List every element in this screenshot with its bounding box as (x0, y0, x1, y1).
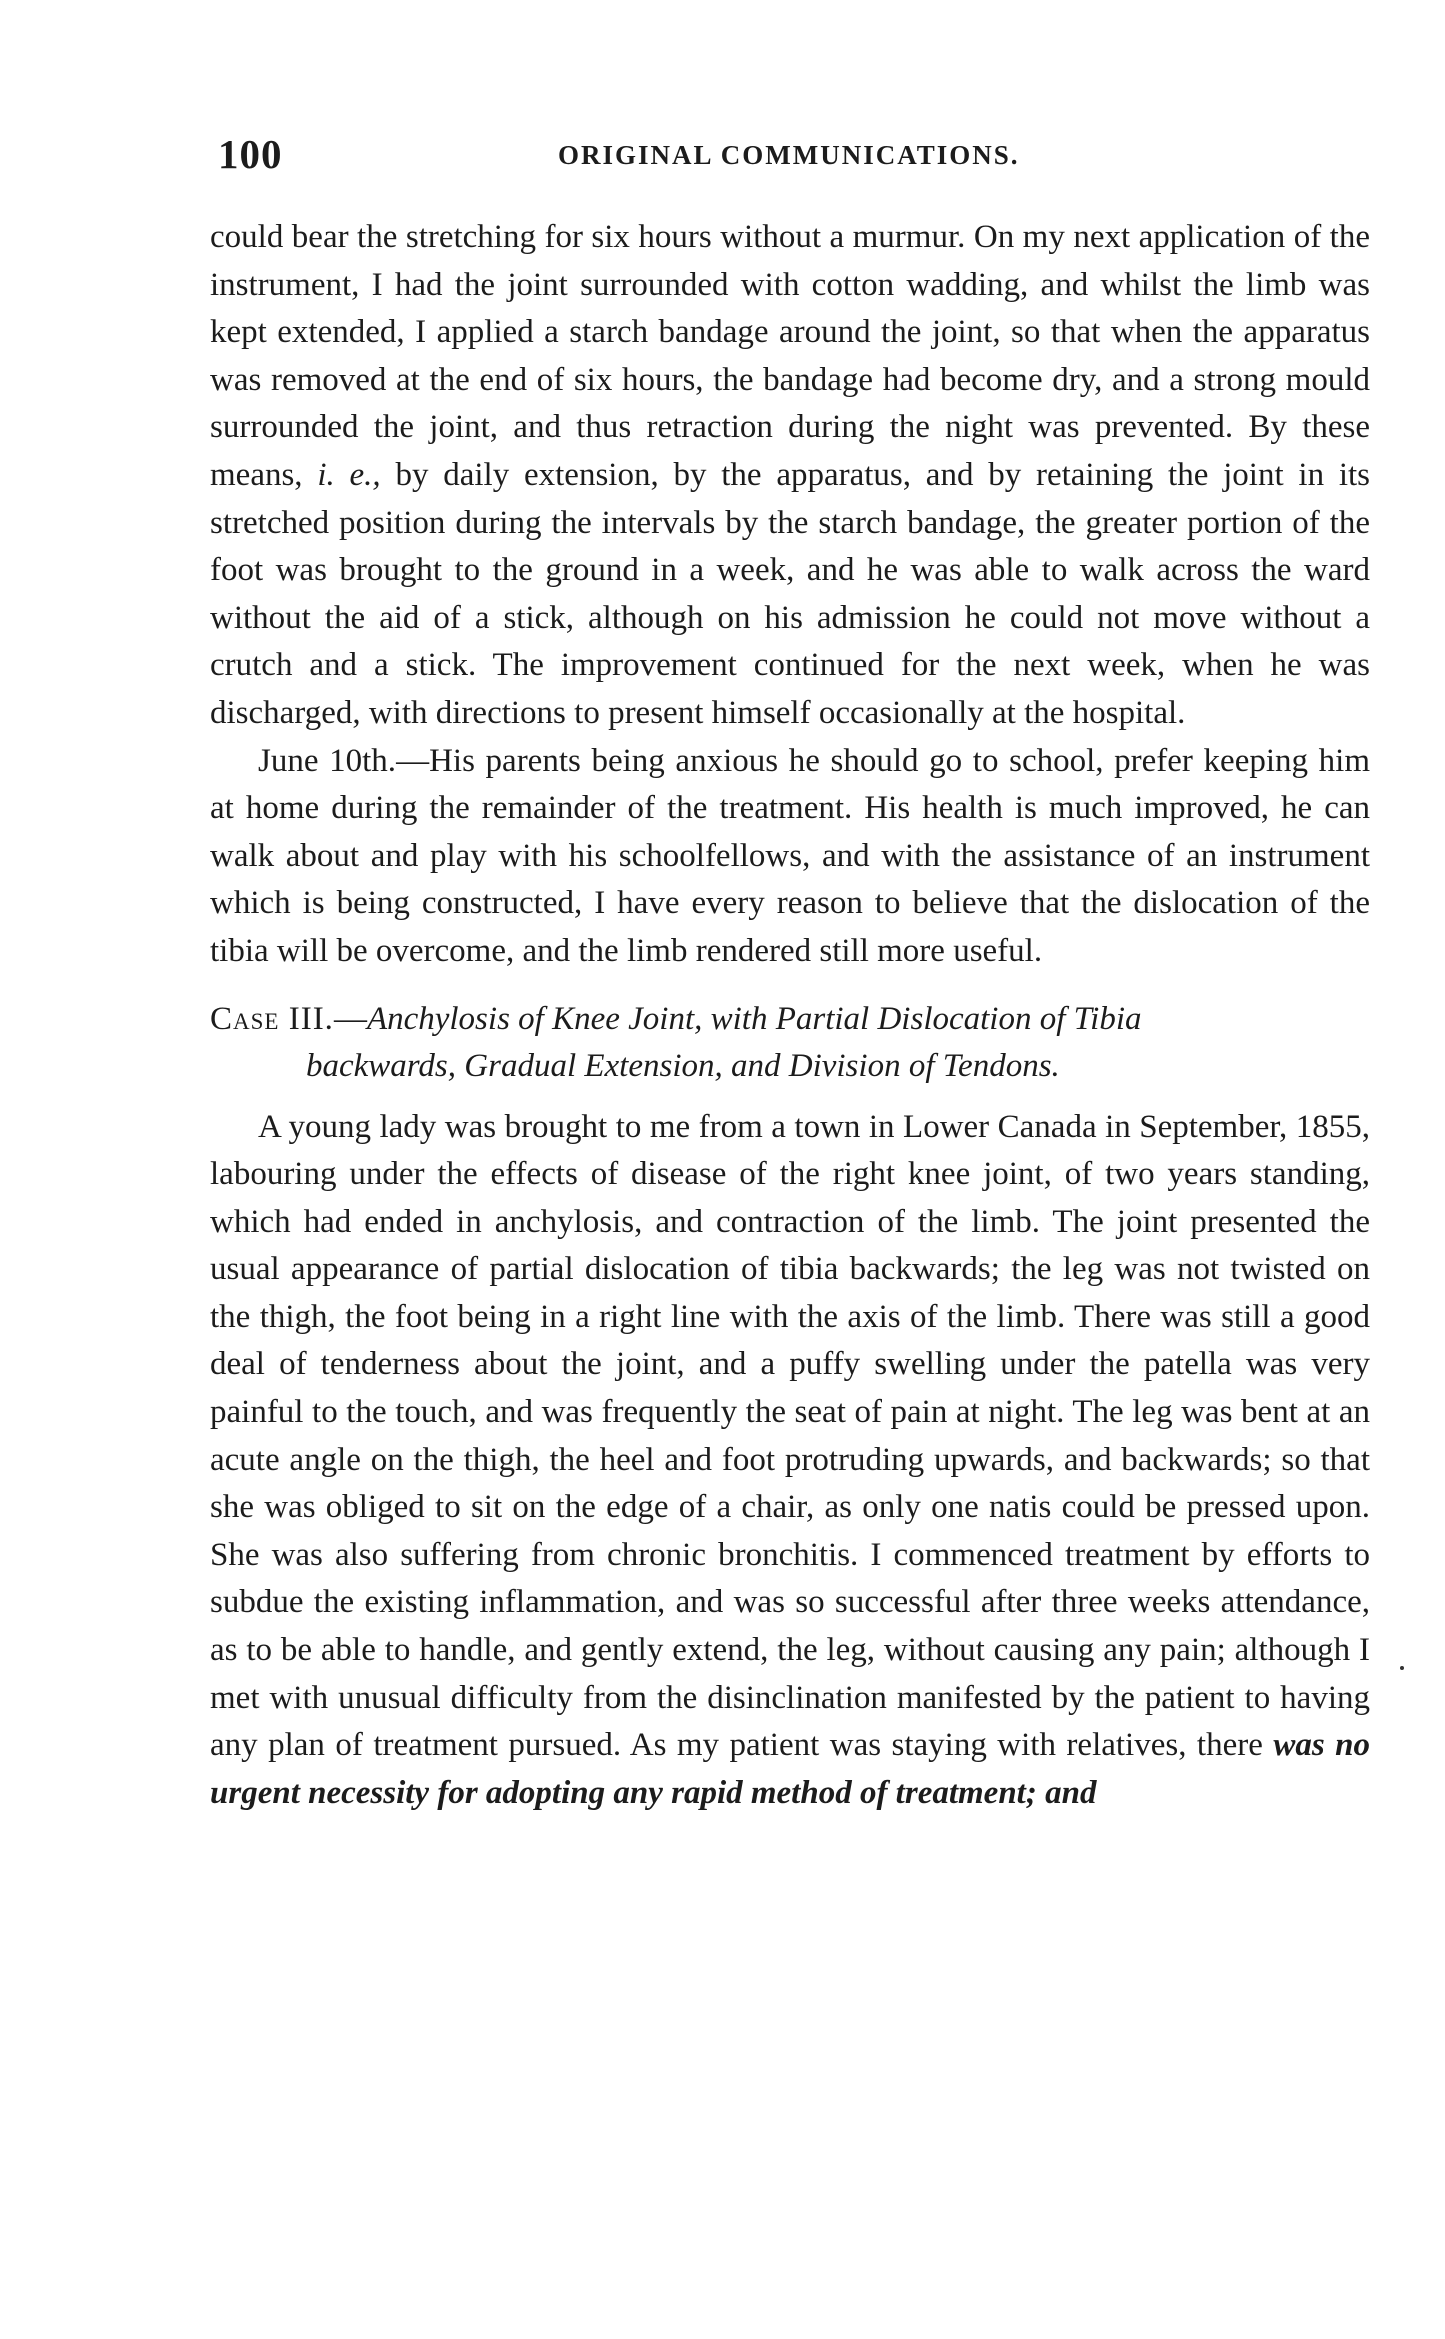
paragraph-text: by daily extension, by the apparatus, and by retaining the joint in its stretched position during the intervals by the starch bandage, the greater portion of the foot was brought to the ground in a week, and he was able to walk across the ward without the aid of a stick, although on his admission he could not move without a crutch and a stick. The improvement continued for the next week, when he was discharged, with directions to present himself occasionally at the hospital. (210, 456, 1371, 731)
case-title-part-2: backwards, Gradual Extension, and Division of Tendons. (306, 1047, 1060, 1084)
page-number: 100 (218, 131, 283, 177)
paragraph-continuation (210, 214, 1370, 738)
case-title-part-1: Anchylosis of Knee Joint, with Partial Dislocation of Tibia (366, 1000, 1142, 1037)
paragraph-text: A young lady was brought to me from a town in Lower Canada in September, 1855, labouring under the effects of disease of the right knee joint, of two years standing, which had ended in anchylosis, and contraction of the limb. The joint presented the usual appearance of partial dislocation of tibia backwards; the leg was not twisted on the thigh, the foot being in a right line with the axis of the limb. There was still a good deal of tenderness about the joint, and a puffy swelling under the patella was very painful to the touch, and was frequently the seat of pain at night. The leg was bent at an acute angle on the thigh, the heel and foot protruding upwards, and backwards; so that she was obliged to sit on the edge of a chair, as only one natis could be pressed upon. She was also suffering from chronic bronchitis. I commenced treatment by efforts to subdue the existing inflammation, and was so successful after three weeks attendance, as to be able to handle, and gently extend, the leg, without causing any pain; although I met with unusual difficulty from the disinclination manifested by the patient to having any plan of treatment pursued. As my patient was staying with relatives, there (210, 1108, 1370, 1764)
entry-date: June 10th. (258, 742, 397, 779)
book-page (210, 130, 1370, 1817)
page-body (210, 214, 1370, 1817)
running-title: ORIGINAL COMMUNICATIONS. (558, 140, 1020, 170)
running-head (210, 130, 1370, 186)
case-heading (210, 996, 1370, 1090)
paragraph-text: —His parents being anxious he should go to school, prefer keeping him at home during the remainder of the treatment. His health is much improved, he can walk about and play with his schoolfellows, and with the assistance of an instrument which is being constructed, I have every reason to believe that the dislocation of the tibia will be overcome, and the limb rendered still more useful. (210, 742, 1370, 969)
paragraph-case-three (210, 1104, 1370, 1818)
margin-mark (1400, 1666, 1404, 1670)
paragraph-last-line: was no urgent necessity for adopting any rapid method of treatment; and (210, 1727, 1371, 1811)
case-heading-line-1 (210, 996, 1370, 1043)
paragraph-june-10th (210, 738, 1370, 976)
case-dash: — (333, 1000, 367, 1037)
ie-abbreviation: i. e., (317, 456, 381, 493)
case-label: Case III. (210, 1000, 334, 1037)
paragraph-text: could bear the stretching for six hours without a murmur. On my next application of the instrument, I had the joint surrounded with cotton wadding, and whilst the limb was kept extended, I applied a starch bandage around the joint, so that when the apparatus was removed at the end of six hours, the bandage had become dry, and a strong mould surrounded the joint, and thus retraction during the night was prevented. By these means, (210, 219, 1370, 493)
